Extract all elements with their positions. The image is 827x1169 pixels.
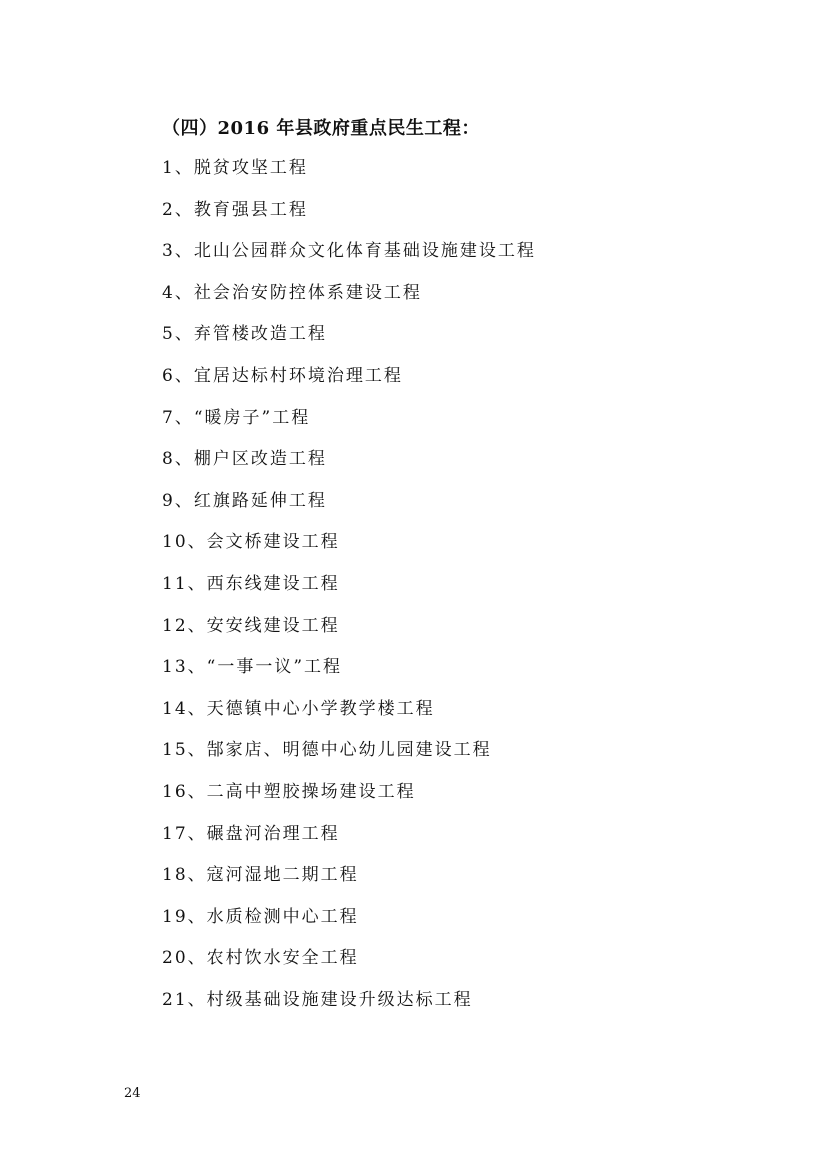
list-item: 21、村级基础设施建设升级达标工程 [162,989,473,1010]
list-item: 11、西东线建设工程 [162,573,340,594]
project-list [162,156,536,1029]
list-item: 1、脱贫攻坚工程 [162,158,308,178]
list-item: 6、宜居达标村环境治理工程 [162,365,403,386]
list-item: 5、弃管楼改造工程 [162,324,327,345]
list-item: 19、水质检测中心工程 [162,906,359,927]
list-item: 20、农村饮水安全工程 [162,948,359,969]
list-item: 4、社会治安防控体系建设工程 [162,282,422,303]
list-item: 10、会文桥建设工程 [162,532,340,553]
list-item: 15、郜家店、明德中心幼儿园建设工程 [162,740,492,761]
list-item: 7、“暖房子”工程 [162,407,311,428]
list-item: 13、“一事一议”工程 [162,657,343,678]
list-item: 16、二高中塑胶操场建设工程 [162,781,416,802]
list-item: 3、北山公园群众文化体育基础设施建设工程 [162,241,536,262]
page-number: 24 [124,1086,141,1101]
list-item: 18、寇河湿地二期工程 [162,865,359,886]
list-item: 12、安安线建设工程 [162,615,340,636]
section-heading: （四）2016 年县政府重点民生工程： [162,118,480,139]
list-item: 17、碾盘河治理工程 [162,823,340,844]
list-item: 2、教育强县工程 [162,199,308,220]
list-item: 9、红旗路延伸工程 [162,490,327,511]
list-item: 14、天德镇中心小学教学楼工程 [162,698,435,719]
list-item: 8、棚户区改造工程 [162,449,327,470]
